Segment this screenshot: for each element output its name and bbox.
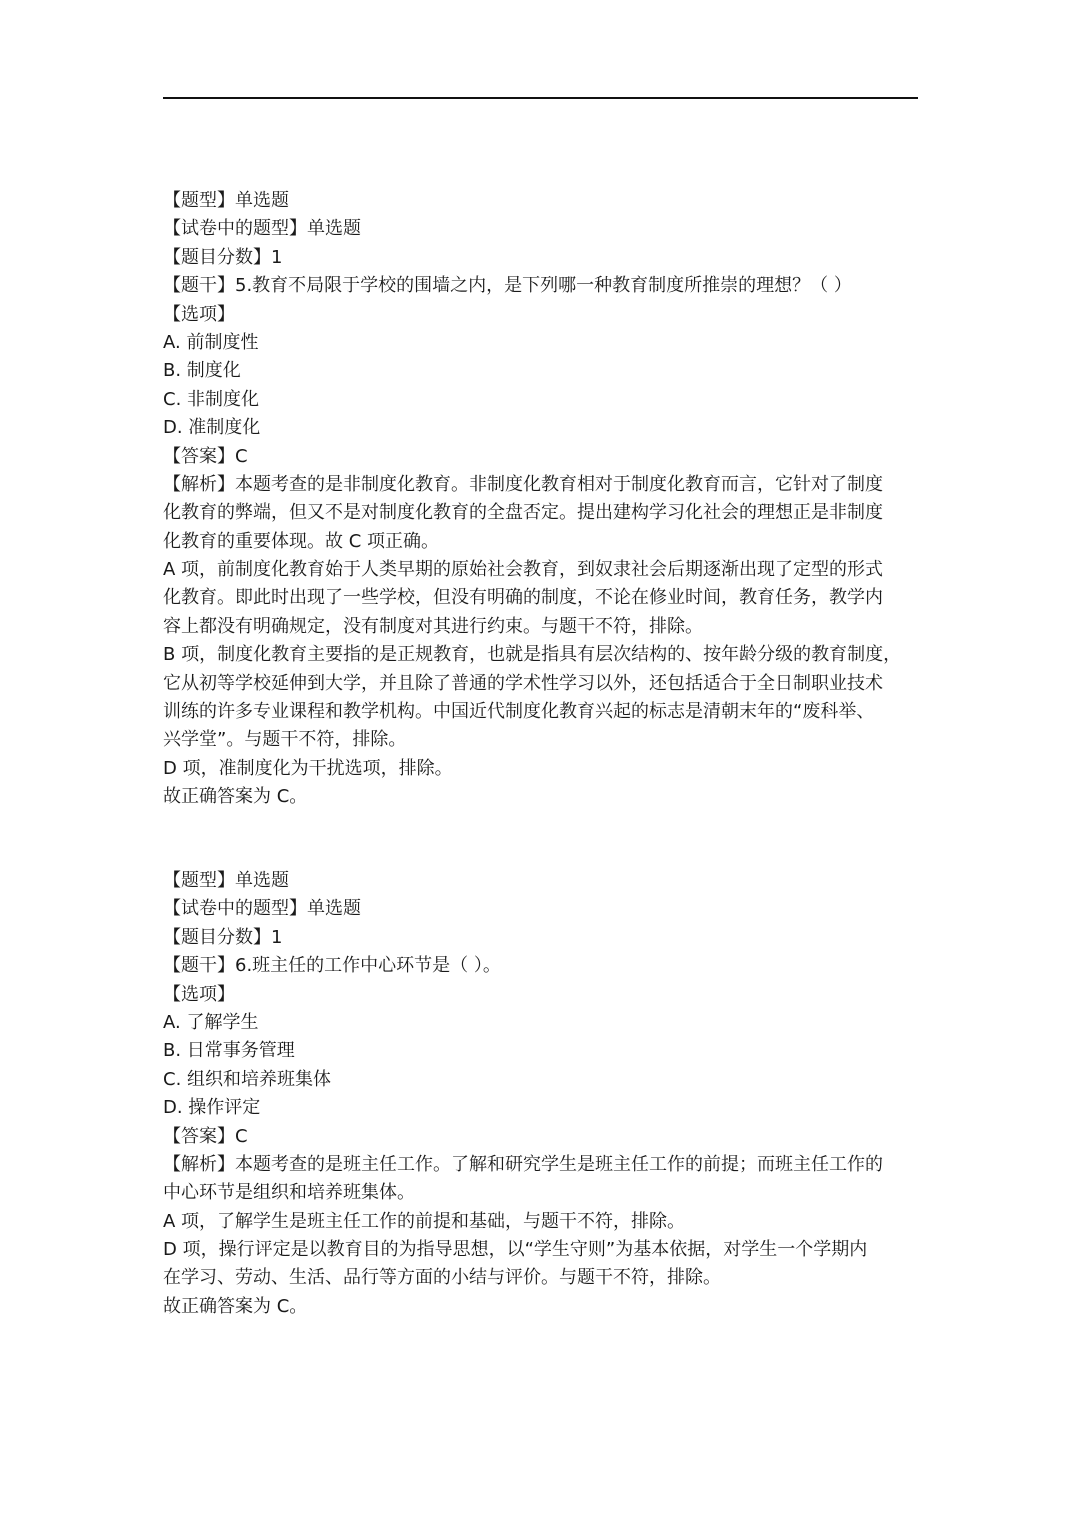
- final-answer: 故正确答案为 C。: [163, 1295, 308, 1317]
- question-score: 【题目分数】1: [163, 246, 283, 268]
- analysis: [163, 1151, 923, 1321]
- analysis-line: A 项，了解学生是班主任工作的前提和基础，与题干不符，排除。: [163, 1210, 686, 1232]
- analysis-line: 化教育的重要体现。故 C 项正确。: [163, 530, 440, 552]
- question-block-5: [163, 187, 923, 812]
- option-b: B. 日常事务管理: [163, 1040, 295, 1062]
- header-rule: [163, 97, 918, 99]
- analysis-line: 化教育。即此时出现了一些学校，但没有明确的制度，不论在修业时间，教育任务，教学内: [163, 587, 883, 609]
- options-heading: 【选项】: [163, 303, 235, 325]
- analysis-line: 【解析】本题考查的是班主任工作。了解和研究学生是班主任工作的前提；而班主任工作的: [163, 1153, 883, 1175]
- analysis-line: D 项，准制度化为干扰选项，排除。: [163, 757, 453, 779]
- option-d: D. 准制度化: [163, 417, 261, 439]
- option-d: D. 操作评定: [163, 1097, 261, 1119]
- options-heading: 【选项】: [163, 983, 235, 1005]
- paper-question-type: 【试卷中的题型】单选题: [163, 218, 361, 240]
- option-a: A. 了解学生: [163, 1011, 259, 1033]
- question-block-6: [163, 867, 923, 1321]
- analysis-line: 在学习、劳动、生活、品行等方面的小结与评价。与题干不符，排除。: [163, 1267, 721, 1289]
- analysis-line: 化教育的弊端，但又不是对制度化教育的全盘否定。提出建构学习化社会的理想正是非制度: [163, 502, 883, 524]
- question-stem: 【题干】5.教育不局限于学校的围墙之内，是下列哪一种教育制度所推崇的理想？（ ）: [163, 275, 852, 297]
- paper-question-type: 【试卷中的题型】单选题: [163, 898, 361, 920]
- question-type: 【题型】单选题: [163, 190, 289, 211]
- analysis-line: 兴学堂”。与题干不符，排除。: [163, 729, 407, 751]
- answer: 【答案】C: [163, 1125, 248, 1147]
- option-c: C. 非制度化: [163, 388, 260, 410]
- option-b: B. 制度化: [163, 360, 241, 382]
- final-answer: 故正确答案为 C。: [163, 786, 308, 808]
- analysis-line: 容上都没有明确规定，没有制度对其进行约束。与题干不符，排除。: [163, 615, 703, 637]
- answer: 【答案】C: [163, 445, 248, 467]
- analysis-line: 它从初等学校延伸到大学，并且除了普通的学术性学习以外，还包括适合于全日制职业技术: [163, 672, 883, 694]
- analysis-line: D 项，操行评定是以教育目的为指导思想，以“学生守则”为基本依据，对学生一个学期内: [163, 1239, 868, 1261]
- analysis-line: B 项，制度化教育主要指的是正规教育，也就是指具有层次结构的、按年龄分级的教育制度，: [163, 644, 902, 666]
- analysis: [163, 471, 923, 812]
- option-c: C. 组织和培养班集体: [163, 1068, 332, 1090]
- option-a: A. 前制度性: [163, 331, 259, 353]
- analysis-line: 中心环节是组织和培养班集体。: [163, 1182, 415, 1204]
- question-type: 【题型】单选题: [163, 870, 289, 891]
- question-stem: 【题干】6.班主任的工作中心环节是（ ）。: [163, 955, 501, 977]
- analysis-line: 训练的许多专业课程和教学机构。中国近代制度化教育兴起的标志是清朝末年的“废科举、: [163, 701, 875, 723]
- question-score: 【题目分数】1: [163, 926, 283, 948]
- analysis-line: A 项，前制度化教育始于人类早期的原始社会教育，到奴隶社会后期逐渐出现了定型的形式: [163, 559, 884, 581]
- analysis-line: 【解析】本题考查的是非制度化教育。非制度化教育相对于制度化教育而言，它针对了制度: [163, 473, 883, 495]
